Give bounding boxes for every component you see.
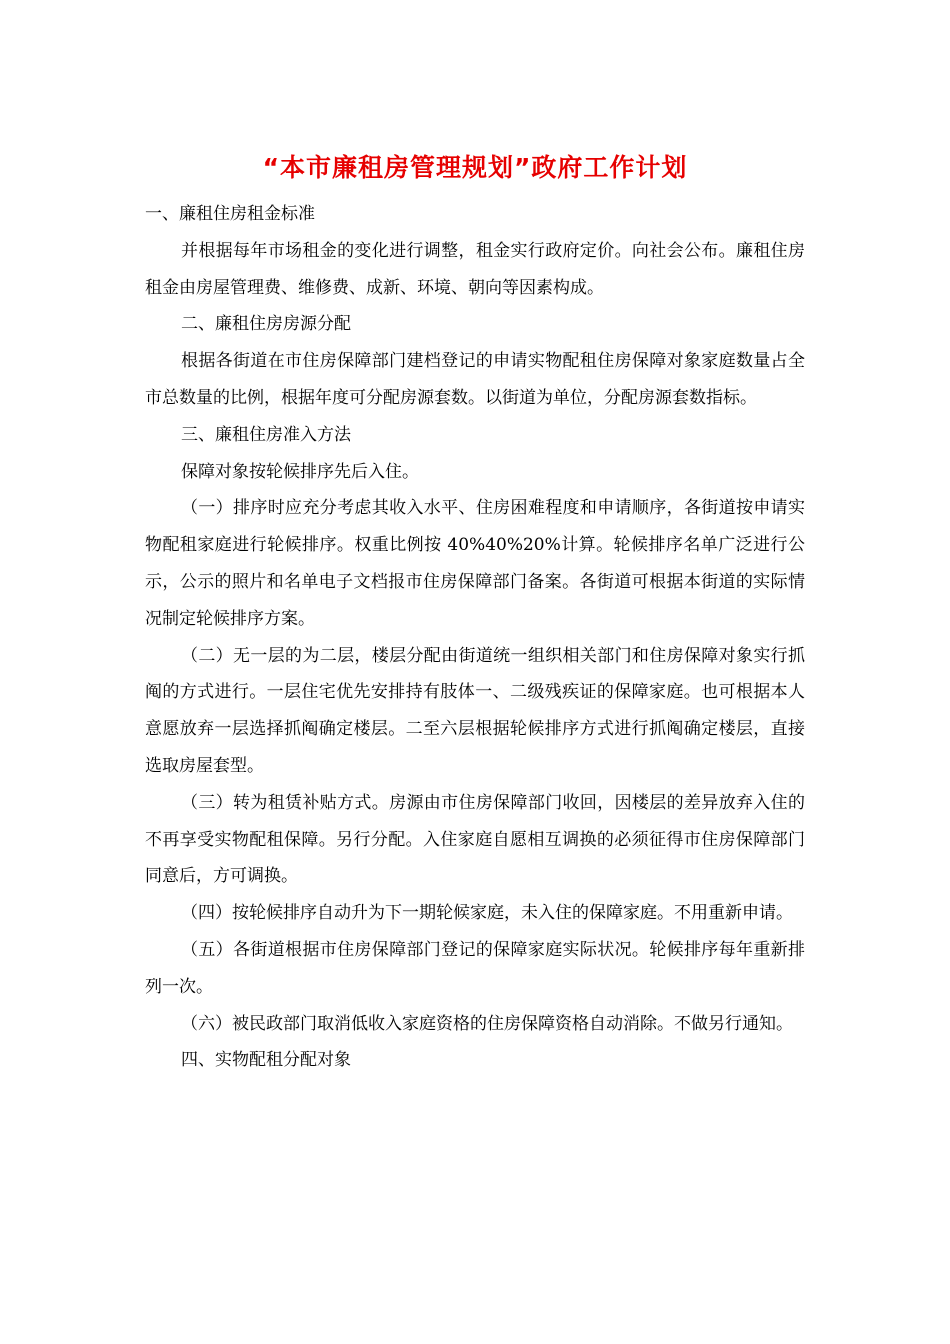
document-title: “本市廉租房管理规划”政府工作计划: [262, 153, 688, 182]
document-body: [145, 196, 805, 1079]
paragraph-item-2: （二）无一层的为二层，楼层分配由街道统一组织相关部门和住房保障对象实行抓阄的方式进行。一层住宅优先安排持有肢体一、二级残疾证的保障家庭。也可根据本人意愿放弃一层选择抓阄确定楼层。二至六层根据轮候排序方式进行抓阄确定楼层，直接选取房屋套型。: [145, 645, 805, 776]
paragraph-rent-pricing: 并根据每年市场租金的变化进行调整，租金实行政府定价。向社会公布。廉租住房租金由房屋管理费、维修费、成新、环境、朝向等因素构成。: [145, 240, 805, 298]
heading-rental-recipients: 四、实物配租分配对象: [181, 1050, 351, 1071]
paragraph-item-3: （三）转为租赁补贴方式。房源由市住房保障部门收回，因楼层的差异放弃入住的不再享受实物配租保障。另行分配。入住家庭自愿相互调换的必须征得市住房保障部门同意后，方可调换。: [145, 792, 805, 887]
paragraph-allocation-method: 根据各街道在市住房保障部门建档登记的申请实物配租住房保障对象家庭数量占全市总数量的比例，根据年度可分配房源套数。以街道为单位，分配房源套数指标。: [145, 351, 805, 408]
heading-housing-allocation: 二、廉租住房房源分配: [181, 314, 351, 335]
paragraph-queue-order: 保障对象按轮候排序先后入住。: [181, 461, 419, 482]
heading-rent-standard: 一、廉租住房租金标准: [145, 204, 315, 224]
paragraph-item-4: （四）按轮候排序自动升为下一期轮候家庭，未入住的保障家庭。不用重新申请。: [181, 903, 793, 924]
paragraph-item-6: （六）被民政部门取消低收入家庭资格的住房保障资格自动消除。不做另行通知。: [181, 1013, 793, 1034]
paragraph-item-5: （五）各街道根据市住房保障部门登记的保障家庭实际状况。轮候排序每年重新排列一次。: [145, 939, 805, 997]
paragraph-item-1: （一）排序时应充分考虑其收入水平、住房困难程度和申请顺序，各街道按申请实物配租家庭进行轮候排序。权重比例按 40%40%20%计算。轮候排序名单广泛进行公示，公示的照片和名单电子文档报市住房保障部门备案。各街道可根据本街道的实际情况制定轮候排序方案。: [145, 498, 805, 629]
heading-admission-method: 三、廉租住房准入方法: [181, 424, 351, 445]
